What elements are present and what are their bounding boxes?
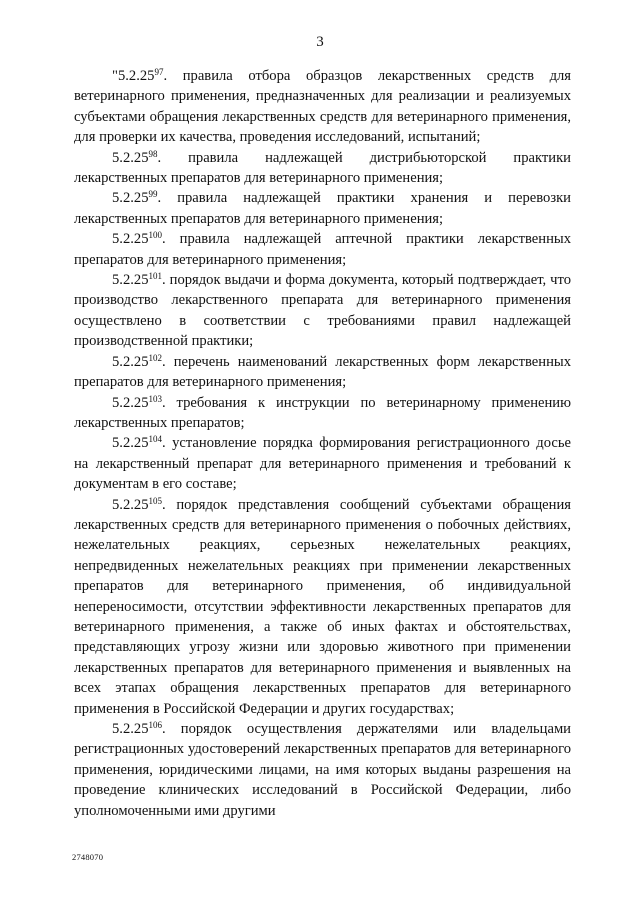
clause-number: 5.2.25 <box>112 721 149 737</box>
clause-number: 5.2.25 <box>112 190 149 207</box>
clause-text: . правила надлежащей практики хранения и перевозки лекарственных препаратов для ветеринарного применения; <box>74 190 571 227</box>
clause-text: . перечень наименований лекарственных форм лекарственных препаратов для ветеринарного применения; <box>74 353 571 391</box>
clause-superscript: 103 <box>148 393 162 404</box>
clause-superscript: 97 <box>154 67 164 77</box>
clause-text: . установление порядка формирования регистрационного досье на лекарственный препарат для ветеринарного применения и требований к документам в его составе; <box>74 435 571 493</box>
paragraph-5-2-25-98 <box>74 148 571 189</box>
document-body <box>74 66 571 821</box>
paragraph-5-2-25-99 <box>74 188 571 229</box>
clause-text: . требования к инструкции по ветеринарному применению лекарственных препаратов; <box>74 394 571 431</box>
clause-superscript: 99 <box>148 189 158 200</box>
paragraph-5-2-25-104 <box>74 433 571 494</box>
clause-number: 5.2.25 <box>112 394 149 411</box>
clause-number: 5.2.25 <box>112 496 149 513</box>
clause-number: 5.2.25 <box>112 435 149 452</box>
page-number: 3 <box>316 34 324 50</box>
clause-number: 5.2.25 <box>112 149 149 166</box>
clause-superscript: 105 <box>148 495 162 506</box>
clause-superscript: 106 <box>148 720 162 730</box>
paragraph-5-2-25-102 <box>74 352 571 393</box>
document-code: 2748070 <box>72 852 104 862</box>
clause-text: . порядок осуществления держателями или владельцами регистрационных удостоверений лекарственных препаратов для ветеринарного применения, юридическими лицами, на имя которых выданы разрешения на проведение клинических исследований в Российской Федерации, либо уполномоченными ими другими <box>74 721 571 819</box>
clause-number: 5.2.25 <box>112 272 149 289</box>
clause-text: . правила надлежащей аптечной практики лекарственных препаратов для ветеринарного применения; <box>74 231 571 268</box>
paragraph-5-2-25-106 <box>74 719 571 821</box>
paragraph-5-2-25-97 <box>74 66 571 148</box>
clause-superscript: 104 <box>148 434 162 445</box>
paragraph-5-2-25-100 <box>74 229 571 270</box>
clause-text: . порядок выдачи и форма документа, который подтверждает, что производство лекарственного препарата для ветеринарного применения осуществлено в соответствии с требованиями правил надлежащей производственной практики; <box>74 272 571 350</box>
paragraph-5-2-25-105 <box>74 495 571 719</box>
clause-number: 5.2.25 <box>112 353 149 370</box>
clause-superscript: 101 <box>148 271 162 282</box>
clause-superscript: 100 <box>148 230 162 241</box>
clause-text: . порядок представления сообщений субъектами обращения лекарственных средств для ветеринарного применения о побочных действиях, нежелательных реакциях, серьезных нежелательных реакциях, непредвиденных нежелательных реакциях при применении лекарственных препаратов для ветеринарного применения, об индивидуальной непереносимости, отсутствии эффективности лекарственных препаратов для ветеринарного применения, а также об иных фактах и обстоятельствах, представляющих угрозу жизни или здоровью животного при применении лекарственных препаратов для ветеринарного применения и выявленных на всех этапах обращения лекарственных препаратов для ветеринарного применения в Российской Федерации и других государствах; <box>74 496 571 717</box>
clause-superscript: 102 <box>148 352 162 363</box>
clause-number: "5.2.25 <box>112 68 155 84</box>
clause-number: 5.2.25 <box>112 231 149 248</box>
paragraph-5-2-25-103 <box>74 393 571 434</box>
clause-superscript: 98 <box>148 148 158 159</box>
clause-text: . правила отбора образцов лекарственных средств для ветеринарного применения, предназначенных для реализации и реализуемых субъектами обращения лекарственных средств для ветеринарного применения, для проверки их качества, проведения исследований, испытаний; <box>74 68 571 146</box>
clause-text: . правила надлежащей дистрибьюторской практики лекарственных препаратов для ветеринарного применения; <box>74 149 571 187</box>
paragraph-5-2-25-101 <box>74 270 571 352</box>
